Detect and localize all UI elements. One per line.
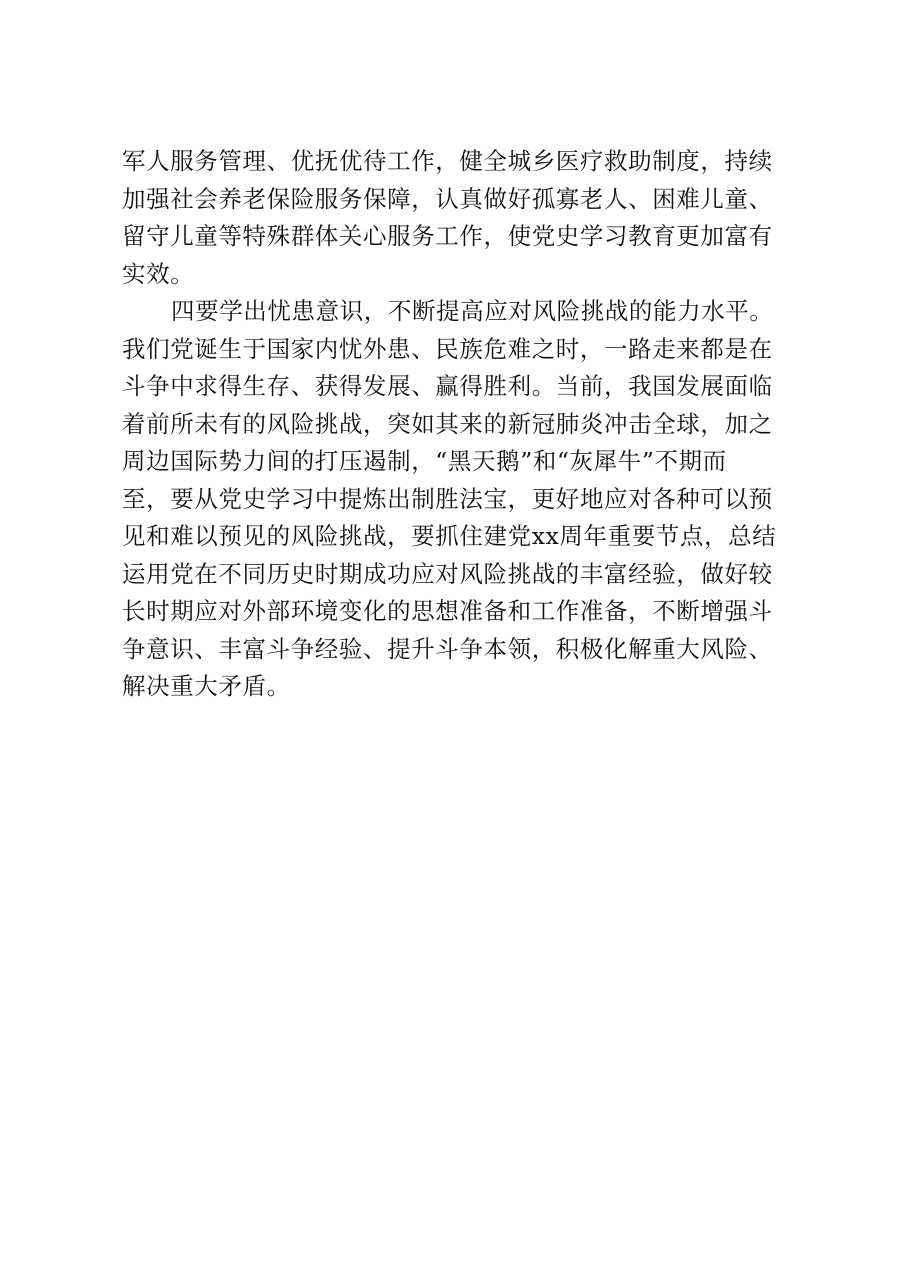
text-line: 斗争中求得生存、获得发展、赢得胜利。当前，我国发展面临 [122, 372, 773, 400]
text-line: 留守儿童等特殊群体关心服务工作，使党史学习教育更加富有 [122, 222, 773, 250]
text-line: 长时期应对外部环境变化的思想准备和工作准备，不断增强斗 [122, 597, 773, 625]
paragraph-heading-line: 四要学出忧患意识，不断提高应对风险挑战的能力水平。 [171, 297, 774, 325]
text-line: 争意识、丰富斗争经验、提升斗争本领，积极化解重大风险、 [122, 634, 773, 663]
text-line: 军人服务管理、优抚优待工作，健全城乡医疗救助制度，持续 [122, 147, 773, 175]
text-line: 解决重大矛盾。 [122, 672, 291, 700]
text-line: 运用党在不同历史时期成功应对风险挑战的丰富经验，做好较 [122, 559, 773, 588]
text-line: 见和难以预见的风险挑战，要抓住建党xx周年重要节点，总结 [122, 522, 777, 550]
text-line: 着前所未有的风险挑战，突如其来的新冠肺炎冲击全球，加之 [122, 409, 773, 438]
text-line: 加强社会养老保险服务保障，认真做好孤寡老人、困难儿童、 [122, 184, 773, 213]
text-line: 周边国际势力间的打压遏制，“黑天鹅”和“灰犀牛”不期而 [122, 447, 727, 475]
text-line: 实效。 [122, 259, 195, 288]
text-line: 至，要从党史学习中提炼出制胜法宝，更好地应对各种可以预 [122, 484, 773, 513]
document-body [122, 143, 802, 706]
text-line: 我们党诞生于国家内忧外患、民族危难之时，一路走来都是在 [122, 334, 773, 363]
